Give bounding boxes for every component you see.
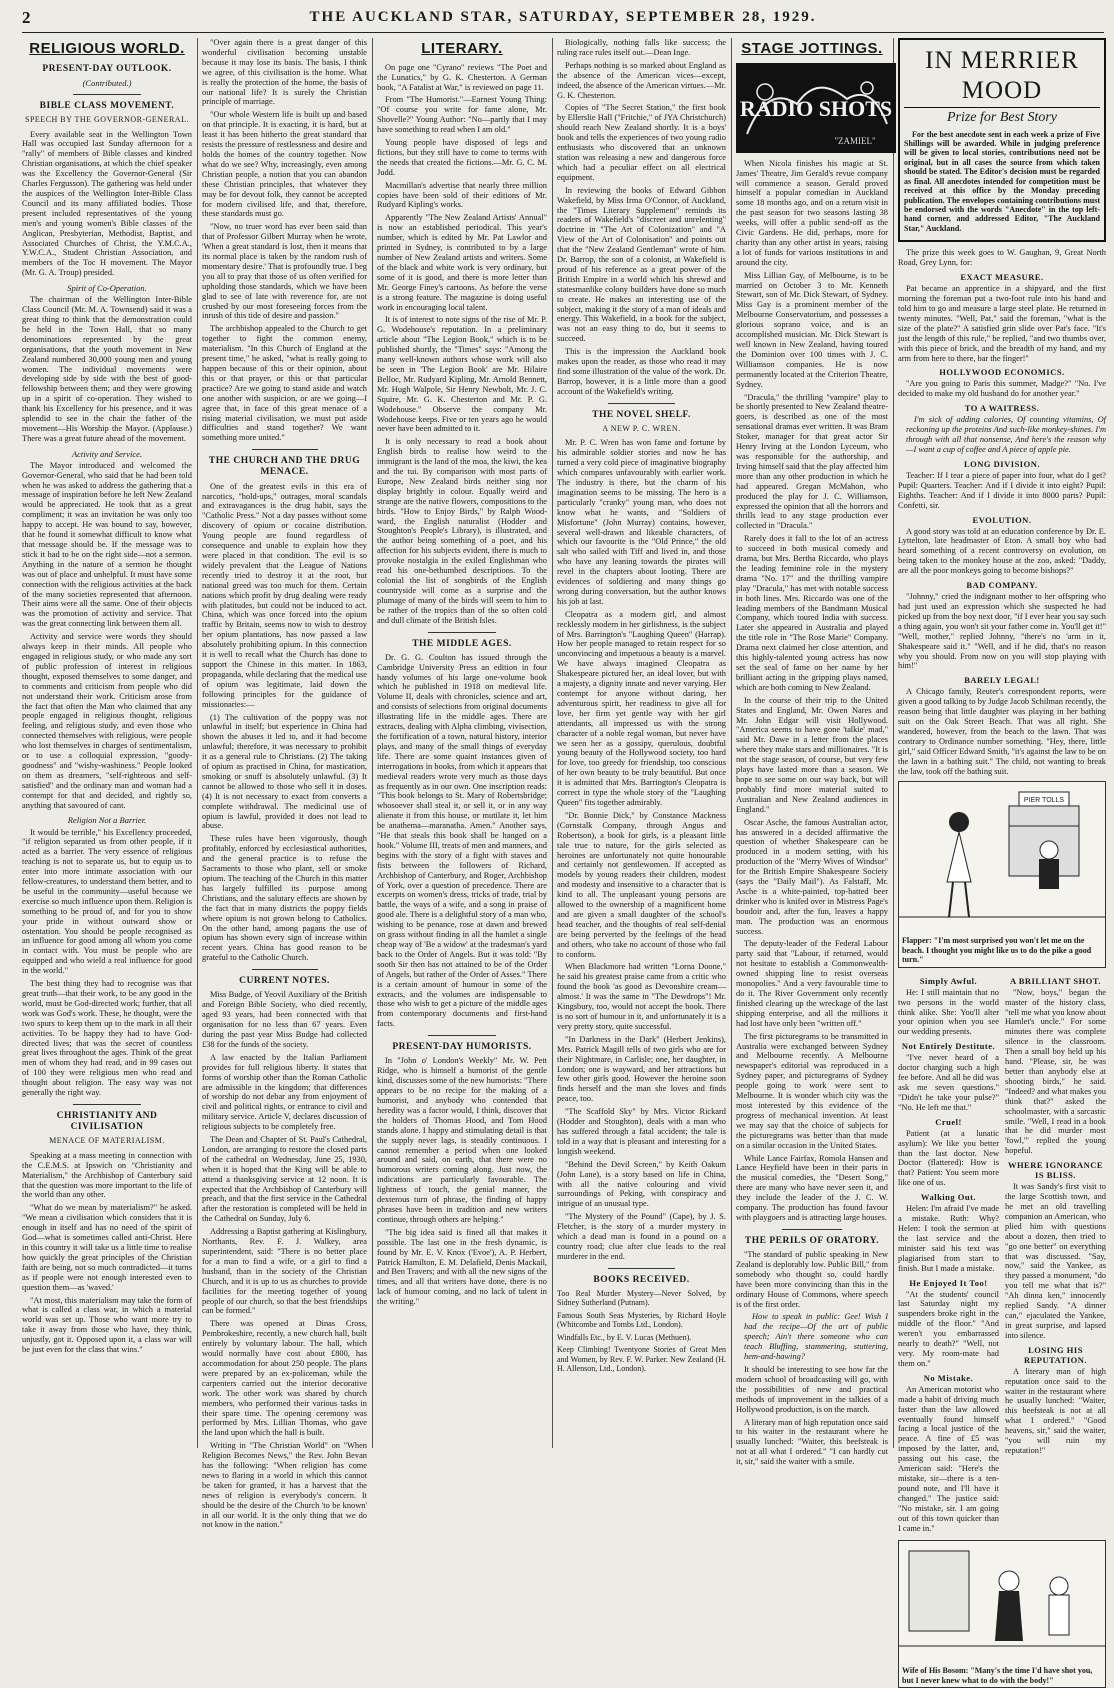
column-merrier-mood: [898, 38, 1106, 1685]
anecdote-heading: LONG DIVISION.: [964, 458, 1040, 469]
column-rule: [552, 38, 553, 1448]
anecdote-heading: WHERE IGNORANCE IS BLISS.: [1007, 1160, 1104, 1181]
logo-title: RADIO SHOTS: [739, 95, 893, 121]
article-heading: CHRISTIANITY AND CIVILISATION: [56, 1110, 158, 1133]
divider: [428, 632, 496, 633]
paragraph: Miss Lillian Gay, of Melbourne, is to be married on October 3 to Mr. Kenneth Stewart, son of Mr. Dick Stewart, of Sydney. Miss Gay is a prominent member of the Melbourne Conservatorium, and possesses a glorious soprano voice, and is an accomplished musician. Mr. Dick Stewart is well known in New Zealand, having toured the Dominion over 100 times with J. C. Williamson companies. He is now permanently located at the Criterion Theatre, Sydney.: [736, 270, 888, 389]
divider: [608, 403, 676, 404]
anecdote-heading: EVOLUTION.: [972, 514, 1032, 525]
paragraph: Macmillan's advertise that nearly three million copies have been sold of their editions of Mr. Rudyard Kipling's works.: [377, 180, 547, 210]
paragraph: The chairman of the Wellington Inter-Bible Class Council (Mr. M. A. Townsend) said it was a great thing to think that the demonstration could be held in the Town Hall, that so many denominations represented by the great organisations, that the youth movement in New Zealand numbered 30,000 young men and young women. The individual movements were developing side by side with the best of good-fellowship between them; and they were growing up in a spirit of co-operation. They wished to thank his Excellency for his presence, and it was splendid to see in the chair the father of the movement—His Worship the Mayor. (Applause.) There was a great future ahead of the movement.: [22, 295, 192, 443]
masthead: [22, 6, 1104, 33]
article-heading: CURRENT NOTES.: [239, 976, 330, 987]
paragraph: It is only necessary to read a book about English birds to realise how weird to the immigrant is the land of the moa, the kiwi, the kea and the tui. By comparison with most parts of Europe, New Zealand birds neither sing nor display brightly in colour. Equally weird and strange are the native flowers, compositions to the birds. "How to Enjoy Birds," by Ralph Wood-ward, the English naturalist (Hodder and Stoughton's People's Library), is illustrated, and the author being something of a poet, and his affection for his subjects evident, there is much to provoke nostalgia in the exiled Englishman who read his one-bethumbed descriptions. To the colonial the list of songbirds of the English countryside will come as a surprise and the plumage of many of the birds will seem to him to be rather of the tropics than of the so often cold and dull climate of the British Isles.: [377, 437, 547, 625]
anecdote: "Are you going to Paris this summer, Madge?" "No. I've decided to make my old husband do for another year.": [898, 379, 1106, 399]
paragraph: Mr. P. C. Wren has won fame and fortune by his admirable soldier stories and now he has turned a very cold piece of imaginative biography which compares unfavourably with earlier work. The industry is there, but the charm of his imagination seems to be missing. The hero is a particularly "cranky" young man, who does not know what he wants, and "Soldiers of Misfortune" (John Murray) contains, however, several well-drawn and likeable characters, of which our favourite is the "Old Prince," the old salt who sailed with Tiff and lived in, and those who have any leaning towards the pirates will revel in the chapters about looting. There are evidences of soldiering and many things go wrong during conversation, but the author knows his job at last.: [557, 438, 726, 606]
anecdote: A Chicago family, Reuter's correspondent reports, were given a good talking to by Judge Jacob Schilman recently, the reason being that little daughter was playing in her bathing suit on the Oak Street Beach. That was all right. She wandered, however, from the beach to the lawn. That was contrary to Ordinance number something. "Hey, there, little girl," said Officer Edward Smith, "it's against the law to be on the lawn in a bathing suit." The child, not wanting to break the law, took off the bathing suit.: [898, 687, 1106, 776]
anecdote: I'm sick of adding calories, Of counting vitamins, Of reckoning up the proteins And such-like monkey-shines. I'm through with all that nonsense, And here's the reason why—I want a cup of coffee and A piece of apple pie.: [906, 415, 1106, 454]
masthead-title: THE AUCKLAND STAR, SATURDAY, SEPTEMBER 28, 1929.: [309, 9, 817, 25]
paragraph: Oscar Asche, the famous Australian actor, has answered in a decided affirmative the question of whether Shakespeare can be produced in a modern setting, with his production of the "Merry Wives of Windsor" for the British Empire Shakespeare Society (says the "Daily Mail"). As Falstaff, Mr. Asche is a white-painted, top-hatted beer drinker who is knifed over in Mistress Page's boudoir and, after the fun, leaves a happy man. The production was an enormous success.: [736, 817, 888, 936]
anecdote: He: I still maintain that no two persons in the world think alike. She: You'll alter your opinion when you see our wedding presents.: [898, 987, 999, 1037]
section-heading: LITERARY.: [421, 40, 503, 57]
panel-subtitle: Prize for Best Story: [946, 110, 1058, 125]
paragraph: Rarely does it fall to the lot of an actress to succeed in both musical comedy and drama, but Mrs. Bertha Riccardo, who plays the leading feminine role in the mystery drama "No. 17" and the thrilling vampire play "Dracula," has met with notable success in both lines. Mrs. Riccardo was one of the leading members of the Bandmann Musical Company, which toured India with success. Later she appeared in Australia and played the title role in "The Rose Marie" Company. Drama next claimed her close attention, and this highly-talented young actress has now set the seal of fame on her name by her brilliant acting in the gripping plays named, which are both coming to New Zealand.: [736, 534, 888, 692]
divider: [73, 94, 141, 95]
crosshead: Activity and Service.: [71, 448, 143, 459]
book-entry: Windfalls Etc., by E. V. Lucas (Methuen).: [557, 1332, 692, 1342]
paragraph: "Behind the Devil Screen," by Keith Oakum (John Lane), is a story based on life in China, with all the native colouring and vivid surroundings of Peking, with conspiracy and intrigue of an unusual type.: [557, 1159, 726, 1209]
paragraph: A literary man of high reputation once said to his waiter in the restaurant where he usually lunched: "Waiter, this beefsteak is not at all what I ordered." "I can hardly cut it, sir," said the waiter with a smile.: [736, 1417, 888, 1467]
paragraph: "In Darkness in the Dark" (Herbert Jenkins), Mrs. Patrick Magill tells of two girls who are for their Nightmare, in Carlisle; one, her daughter, in London; one is wayward, and her attractions but few other girls good. However the heroine soon finds herself and the man she loves and finds peace, too.: [557, 1034, 726, 1104]
anecdote: "Johnny," cried the indignant mother to her offspring who had just used an expression which she suspected he had picked up from the boy next door, "if I ever hear you say such a thing again, you won't sit your father come in. You'll get it!" "Well, mother," replied Johnny, "there's no 'arm in it, Shakespeare said it." "Well, and if he did, that's no reason why you should. From now on you will stop playing with him!": [898, 592, 1106, 671]
divider: [252, 449, 318, 450]
paragraph: Miss Budge, of Yeovil Auxiliary of the British and Foreign Bible Society, who died recently, aged 93 years, had been connected with that organisation for no less than 67 years. Even during the past year Miss Budge had collected £38 for the funds of the society.: [202, 990, 367, 1049]
article-heading: BOOKS RECEIVED.: [593, 1274, 690, 1285]
paragraph: Writing in "The Christian World" on "When Religion Becomes News," the Rev. John Bevan has the following: "When religion has come news to flaring in a world in which this cannot be taken for granted, it has a harvest that the news of religion is everybody's concern. It should be the desire of the Church 'to be known' in all our world. It is the only thing that we do not know in the nation.": [202, 1441, 367, 1530]
paragraph: It is of interest to note signs of the rise of Mr. P. G. Wodehouse's reputation. In a preliminary article about "The Legion Book," which is to be published shortly, the "Times" says: "Among the many well-known authors whose work will also be seen in 'The Legion Book' are Mr. Hilaire Belloc, Mr. Rudyard Kipling, Mr. Arnold Bennett, Mr. Hugh Walpole, Sir Henry Newbolt, Mr. J. C. Squire, Mr. G. K. Chesterton and Mr. P. G. Wodehouse." Observe the company Mr. Wodehouse keeps. Five or ten years ago he would never have been admitted to it.: [377, 315, 547, 434]
paragraph: Every available seat in the Wellington Town Hall was occupied last Sunday afternoon for a "rally" of members of Bible classes and kindred Christian organisations, at which the chief speaker was the Excellency the Governor-General (Sir Charles Fergusson). The gathering was held under the auspices of the Wellington Inter-Bible Class Council and its many affiliated bodies. Those present included representatives of the young men's and young women's Bible classes of the Anglican, Presbyterian, Methodist, Baptist, and Associated Churches of Christ, the Y.M.C.A., Y.W.C.A., Student Christian Association, and members of the Toc H movement. The Mayor (Mr. G. A. Troup) presided.: [22, 129, 192, 278]
anecdote: "I've never heard of a doctor charging such a high fee before. And all he did was ask me seven questions." "Didn't he take your pulse?" "No. He left me that.": [898, 1053, 999, 1112]
anecdote-subcolumn: [898, 972, 999, 1537]
anecdote-heading: BAD COMPANY.: [966, 580, 1038, 591]
radio-shots-logo-art: [737, 64, 895, 152]
panel-rules: For the best anecdote sent in each week a prize of Five Shillings will be awarded. While in judging preference will be given to local stories, contributions need not be original, but in all cases the source from which taken should be stated. The Editor's decision must be regarded as final. All anecdotes intended for competition must be received at this office by the Monday preceding publication. The envelopes containing contributions must be endorsed with the words "Anecdote" in the top left-hand corner, and addressed Editor, "The Auckland Star," Auckland.: [904, 129, 1100, 233]
anecdote-heading: BARELY LEGAL!: [964, 675, 1040, 686]
anecdote: Patient (at a lunatic asylum): We like you better than the last doctor. New Doctor (flattered): How is that? Patient: You seem more like one of us.: [898, 1128, 999, 1188]
article-subheading: A NEW P. C. WREN.: [602, 423, 681, 433]
cartoon-wife: [898, 1540, 1106, 1688]
anecdote-subcolumn: [1005, 972, 1106, 1537]
section-heading: STAGE JOTTINGS.: [741, 40, 883, 57]
paragraph: A law enacted by the Italian Parliament provides for full religious liberty. It states that forms of worship other than the Roman Catholic are admissible in the kingdom; that differences of worship do not debar any from enjoyment of civil and political rights, or entrance to civil and military service. Article V, declares discussion of religious subjects to be completely free.: [202, 1052, 367, 1132]
paragraph: Biologically, nothing falls like success; the ruling race rules itself out.—Dean Inge.: [557, 38, 726, 57]
paragraph: On page one "Cyrano" reviews "The Poet and the Lunatics," by G. K. Chesterton. A German book, "A Fatalist at War," is reviewed on page 11.: [377, 62, 547, 92]
paragraph: "Our whole Western life is built up and based on that principle. It is exacting, it is hard, but at least it has been hitherto the great standard that resists the pressure of restlessness and desire and holds the homes of the country together. Now what do we see? Why, increasingly, even among Christian people, a notion that you can abandon these Christian principles, that whatever they may be for devout folk, they cannot be accepted for modern civilised life, and that, therefore, these standards must go.: [202, 110, 367, 219]
paragraph: The first picturegrams to be transmitted in Australia were exchanged between Sydney and Melbourne recently. A Melbourne newspaper's editorial was reproduced in a Sydney paper, and picturegrams of Sydney people going to work were sent to Melbourne. It is wonder which city was the most interested by this evidence of the progress of mechanical invention. At least we may say that the choice of subjects for the picturegrams was better than that made on a similar occasion in the United States.: [736, 1031, 888, 1150]
paragraph: "The big idea said is fined all that makes it possible. The last one in the fresh dynamic, is found by Mr. E. V. Knox ('Evoe'), A. P. Herbert, Patrick Hamilton, E. M. Delafield, Denis Mackail, and Ben Travers; and with all the new signs of the times, and all that writers have done, there is no lack of humour coming, and no lack of talent in the writing.": [377, 1227, 547, 1307]
beach-cartoon-illustration: [899, 782, 1105, 932]
column-literary: [377, 38, 547, 1448]
column-literary-continued: [557, 38, 726, 1448]
paragraph: It would be terrible," his Excellency proceeded, "if religion separated us from other people, if it acted as a barrier. The very essence of religious teaching is not to separate us, but to equip us to enter into more intimate association with our fellow-creatures, to understand them better, and to be useful in the community—useful because we exercise so much influence upon them. Religion is something to be proud of, and for you to show your pride in without outward show or ostentation. You should be people recognised as an influence for good among all whom you come in contact with. You must be people who are equipped and who wield a real influence for good in the world.": [22, 827, 192, 976]
crosshead: Religion Not a Barrier.: [67, 815, 147, 826]
paragraph: (1) The cultivation of the poppy was not unlawful in itself; but experience in China had shown the abuses it led to, and it had become unlawful; therefore, it was necessary to prohibit it as a general rule to Christians. (2) The taking of opium as practised in China, for mastication, smoking or snuff is absolutely unlawful. (3) It cannot be allowed to those who sell it in doses. (4) It is not necessary to exact from converts a complete withdrawal. The medicinal use of opium is lawful, provided it does not lead to abuse.: [202, 712, 367, 831]
paragraph: "The Mystery of the Pound" (Cape), by J. S. Fletcher, is the story of a murder mystery in which a dead man is found in a pound on a country road; clue after clue leads to the real murderer in the end.: [557, 1212, 726, 1261]
paragraph: In the course of their trip to the United States and England, Mr. Owen Nares and Mr. John Edgar will visit Hollywood. "America seems to have gone 'talkie' mad," said Mr. Dawe in a letter from the places where they make stars and millionaires. "It is not the stage season, of course, but very few plays have lasted more than a season. We hope to see some on our way back, but will probably find more material suited to Australian and New Zealand audiences in England.": [736, 695, 888, 814]
paragraph: "The standard of public speaking in New Zealand is deplorably low. Public Bill," from somebody who thought so, could hardly have been more convincing than this in the ordinary House of Commons, where speech is of the first order.: [736, 1250, 888, 1309]
paragraph: One of the greatest evils in this era of narcotics, "hold-ups," outrages, moral scandals and extravagances is the drug habit, says the "Catholic Press." Not a day passes without some discovery of opium or cocaine distribution. Young people are found regardless of consequence and unable to explain how they were placed in that condition. The evil is so widely prevalent that the League of Nations recently tried to destroy it at the root, but national greed was too much for them. Certain nations which profit by drug dealing were ready with platitudes, but could not be induced to act. China, which was once forced into the opium traffic by Britain, seems now to wish to destroy her opium plantations, has now passed a law absolutely prohibiting opium. In this connection it is well to recall what the Church has done to support the Chinese in this matter. In 1863, propaganda, while declaring that the medical use of opium was legitimate, laid down the following principles for the guidance of missionaries:—: [202, 481, 367, 709]
panel-title: IN MERRIER MOOD: [904, 46, 1100, 108]
anecdote-heading: No Mistake.: [923, 1372, 974, 1383]
cartoon-caption: Wife of His Bosom: "Many's the time I'd have shot you, but I never knew what to do with the body!": [902, 1666, 1093, 1685]
article-heading: THE PERILS OF ORATORY.: [744, 1235, 880, 1246]
anecdote: Helen: I'm afraid I've made a mistake. Ruth: Why? Helen: I took the sermon at the last service and the minister said his text was plagiarised from start to finish. But I made a mistake.: [898, 1204, 999, 1273]
paragraph: "Dr. Bonnie Dick," by Constance Mackness (Cornstalk Company, through Angus and Robertson), a book for girls, is a pleasant little tale true to nature, for the girls selected as heroines are unfortunately not quite honourable and certainly not gentlewomen. If accepted as models by young readers their children, modest and modesty and insensitive to a character that is kind to all. The unpleasant young persons are allowed to the ownership of a magnificent home and are given a small daughter of the school's head teacher, and the thoughts of real self-denial are being perverted by the feelings of the head and others, who take no account of those who fail to conform.: [557, 810, 726, 959]
column-stage-jottings: [736, 38, 893, 1467]
paragraph: While Lance Fairfax, Romola Hansen and Lance Heyfield have been in their parts in the musical comedies, the "Desert Song," there are many who have never seen it, and they include the leader of the J. C. W. company. The production has found favour with playgoers and is attracting large houses.: [736, 1153, 888, 1222]
anecdote-heading: Simply Awful.: [919, 975, 978, 986]
column-rule: [893, 38, 894, 1448]
article-subheading: SPEECH BY THE GOVERNOR-GENERAL.: [25, 115, 189, 125]
column-religious-world: [22, 38, 192, 1448]
cartoon-caption: Flapper: "I'm most surprised you won't let me on the beach. I thought you might like us to do the pike a good turn.": [902, 936, 1092, 965]
paragraph: Addressing a Baptist gathering at Kislingbury, Northants, Rev. F. J. Walkey, area superintendent, said: "There is no better place for a man to find a wife, or a girl to find a husband, than in the society of the Christian Church, and it is up to us as churches to provide facilities for the meeting together of young people of our church, so that the best friendships can be formed.": [202, 1227, 367, 1316]
paragraph: "Now, no truer word has ever been said than that of Professor Gilbert Murray when he wrote, 'When a great standard is lost, then it means that its normal place is taken by the random rush of momentary desire.' That is profoundly true. I beg you all to pray that those of us often verified for upholding those standards, which we have been glad to see of late with reverence for, are not crushed by our most foreseeing forces from the inrush of this tide of desire and passion.": [202, 222, 367, 321]
logo-signature: "ZAMIEL": [834, 135, 876, 146]
anecdote: Teacher: If I tear a piece of paper into four, what do I get? Pupil: Quarters. Teacher: And if I divide it into eight? Pupil: Eighths. Teacher: And if I divide it into 8000 parts? Pupil: Confetti, sir.: [898, 470, 1106, 510]
divider: [73, 1104, 141, 1105]
anecdote-heading: Cruel!: [935, 1116, 962, 1127]
section-heading: RELIGIOUS WORLD.: [29, 40, 185, 57]
paragraph: Young people have disposed of legs and fictions, but they still have to come to terms with the needs that created the fictions.—Mr. G. C. M. Judd.: [377, 138, 547, 177]
book-entry: Keep Climbing! Twentyone Stories of Great Men and Women, by Rev. F. W. Parker. New Zealand (H. H. Allenson, Ltd., London).: [557, 1345, 726, 1374]
anecdote: A literary man of high reputation once said to the waiter in the restaurant where he usually lunched: "Waiter, this beefsteak is not at all what I ordered." "Good heavens, sir," said the waiter, "you will ruin my reputation!": [1005, 1366, 1106, 1455]
paragraph: The deputy-leader of the Federal Labour party said that "Labour, if returned, would not hesitate to establish a Commonwealth-owned shipping line to resist overseas monopolies." And a very favourable time to do it. The River Government only recently finished clearing up the wreckage of the last shipping enterprise, and all the millions it had lost have only been "written off.": [736, 939, 888, 1028]
anecdote-heading: LOSING HIS REPUTATION.: [1023, 1344, 1088, 1365]
paragraph: Dr. G. G. Coulton has issued through the Cambridge University Press an edition in four handy volumes of his large one-volume book which he published in 1918 on medieval life. Volume II, deals with chronicles, science and art, and consists of selections from original documents illustrating life in the middle ages. There are extracts, dealing with Alpha climbing, vivisection, the fortification of a town, natural history, interior plays, and many of the small things of everyday life. There are some quaint instances given of interrogations in books, from which it appears that medieval readers wrote very much as those days as frequently as in our own. One inscription reads: "This book belongs to St. Mary of Robertsbridge; whosoever shall steal it, or sell it, or in any way alienate it from this house, or mutilate it, let him be anathema—maranatha. Amen." Another says, "He that steals this book shall be hanged on a hook." Volume III, treats of men and manners, and begins with the story of a fight with staves and fists between the followers of Richard, Archbishop of Canterbury, and Roger, Archbishop of York, over a question of precedence. There are excerpts on women's dress, tricks of trade, trial by battle, the ways of a wife, and a song in praise of good ale. There is a delightful story of a man who, wishing to be penance, rose at dawn and brewed on grass without finding in all the hamlet a single cheap way of 'Be a widow' at the tradesman's yard back to the Order of Angels. But it was told: "By sooth Sir then has not attained to be of the Order of Angels, but rather of the Order of Asses." There is a certain amount of humour in some of the extracts, and the volumes are indispensable to those who wish to get a picture of the middle ages from contemporary documents and first-hand facts.: [377, 652, 547, 1029]
paragraph: The archbishop appealed to the Church to get together to fight the common enemy, materialism. "In this Church of England at the present time," he asked, "what is really going to happen because of this or their opinion, about this or that prayer, or this or that particular practice? Are we going to stand aside and watch one another with suspicion, or are we going—I agree that, in face of this great menace of a rising material civilisation, we must put aside difficulties and stand together? We want something more united.": [202, 324, 367, 443]
paragraph: There was opened at Dinas Cross, Pembrokeshire, recently, a new church hall, built entirely by voluntary labour. The hall, which would normally have cost about £800, has accommodation for about 250 people. The plans were prepared by an ex-policeman, while the carpenters carried out the interior decorative work. The other work was shared by church members, who performed their various tasks in their spare time. The opening ceremony was performed by Mrs. Lillian Thomas, who gave the land upon which the hall is built.: [202, 1319, 367, 1438]
paragraph: "The Scaffold Sky" by Mrs. Victor Rickard (Hodder and Stoughton), deals with a man who has suffered through a fatal accident; the tale is told in a way that is pleasant and interesting for a longish weekend.: [557, 1107, 726, 1156]
paragraph: Apparently "The New Zealand Artists' Annual" is now an established periodical. This year's number, which is edited by Mr. Pat Lawlor and printed in Sydney, is contributed to by a large number of New Zealand artists and writers. Some of the black and white work is very ordinary, but some of it is good, and there is more letter than Mr. George Finey's cartoons. As before the verse is a strong feature. The magazine is doing useful work in encouraging local talent.: [377, 213, 547, 312]
anecdote-columns: [898, 972, 1106, 1537]
winner-line: The prize this week goes to W. Gaughan, 9, Great North Road, Grey Lynn, for:: [898, 248, 1106, 268]
anecdote-heading: HOLLYWOOD ECONOMICS.: [939, 367, 1065, 378]
anecdote: "Now, boys," began the master of the history class, "tell me what you know about Hamlet's uncle." For some minutes there was complete silence in the classroom. Then a small boy held up his hand. "Please, sir, he was better than anybody else at shooting birds," he said. "Indeed? and what makes you think that?" asked the schoolmaster, with a sarcastic smile. "Well, I read in a book that he did murder most 'fowl,'" replied the young hopeful.: [1005, 987, 1106, 1156]
paragraph: It should be interesting to see how far the modern school of broadcasting will go, with the possibilities of new and practical methods of improvement in the talkies of a Hollywood production, is on the march.: [736, 1365, 888, 1414]
poem: How to speak in public: Gee! Wish I had the recipe—Of the art of public speech; Ain't there someone who can teach Bluffing, stammering, stuttering, hem-and-hawing?: [744, 1312, 888, 1362]
paragraph: Cleopatra as a modern girl, and almost recklessly modern in her girlishness, is the subject of Mrs. Barrington's "Laughing Queen" (Harrap). How her people managed to retain respect for so unconvincing and impetuous a beauty is a marvel. We have always imagined Cleopatra as Shakespeare pictured her, an ideal lover, but with a majesty, a dignity innate and never varying. Her contempt for anyone without daring, her adventurous spirit, her readiness to give all for love, her firm yet gentle way with her girl attendants, all impressed us with the strong character of a noble regal woman, but never have we seen her as a gossipy, querulous, doubtful young beauty of the Hollywood society, too hard for love, too greedy for friendship, too conscious of her own beauty to be truly beautiful. But once it is admitted that Mrs. Barrington's Cleopatra is correct in type the whole story of the "Laughing Queen" fits together admirably.: [557, 609, 726, 807]
book-entry: Famous South Seas Mysteries, by Richard Hoyle (Whitcombe and Tombs Ltd., London).: [557, 1310, 726, 1330]
anecdote-heading: He Enjoyed It Too!: [909, 1277, 988, 1288]
merrier-mood-panel: [898, 38, 1106, 242]
anecdote: It was Sandy's first visit to the large Scottish town, and he met an old travelling companion an American, who plied him with questions about a dozen, then tried to "go one better" on everything that was discussed. "Say, now," said the Yankee, as they passed a monument, "do you tell me what that is?" "Ah dinna ken," innocently replied Sandy. "A dinner can," ejaculated the Yankee, in great surprise, and lapsed into silence.: [1005, 1182, 1106, 1340]
books-received: [557, 1275, 726, 1374]
anecdote: A good story was told at an education conference by Dr. E. Lyttelton, late headmaster of Eton. A small boy who had heard something of a recent controversy on evolution, on being taken to the monkey house at the zoo, asked: "Daddy, are all the poor monkeys going to become bishops?": [898, 526, 1106, 576]
article-heading: THE MIDDLE AGES.: [412, 638, 512, 649]
divider: [428, 1035, 496, 1036]
article-heading: THE CHURCH AND THE DRUG MENACE.: [208, 456, 361, 478]
paragraph: Activity and service were words they should always keep in their minds. All people who engaged in religious study, or who made any sort of public profession of interest in religious thought, exposed themselves to some danger, and to comments and criticism from people who did not understand their work. Criticism arose from the fact that often the Man who claimed that any people engaged in religious thought, religious feeling, and religious study, and even those who connected themselves with religious, were people who lost themselves in charges of sentimentalism, or to use a colloquial expression, "goody-goodness" and "wishy-washiness." People looked on them as dreamers, "self-righteous and self-satisfied" and the ordinary man and woman had a contempt for that and decided, and rightly so, anything that savoured of cant.: [22, 632, 192, 810]
paragraph: Copies of "The Secret Station," the first book by Ellerslie Hall ("Fritchie," of JYA Christchurch) should reach New Zealand shortly. It is a boys' book and tells the experiences of two young radio enthusiasts who discovered that an unknown station was releasing a new and dangerous force which had a peculiar effect on all electrical equipment.: [557, 103, 726, 182]
paragraph: "Dracula," the thrilling "vampire" play to be shortly presented to New Zealand theatre-goers, is described as one of the most sensational dramas ever written. It was Bram Stoker, manager for that great actor Sir Henry Irving at the London Lyceum, who was responsible for the authorship, and Irving himself said that the play affected him more than any other production in which he had appeared. Gregan McMahon, who produced the play for J. C. Williamson, expressed the opinion that all the horrors and thrills lead to any stage production ever collected in "Dracula.": [736, 392, 888, 531]
paragraph: These rules have been vigorously, though profitably, enforced by ecclesiastical authorities, and the general practice is to refuse the Sacraments to those who plant, sell or smoke opium. The teaching of the Church in this matter has largely fulfilled its purpose among Christians, and the salutary effects are shown by the fact that in many districts the poppy fields where opium is not grown belong to Catholics. On the other hand, among pagans the use of opium has shown every sign of increase within recent years. China has good reason to be grateful to the Catholic Church.: [202, 834, 367, 963]
paragraph: In "John o' London's Weekly" Mr. W. Pett Ridge, who is himself a humorist of the gentle kind, discusses some of the new humorists: "There appears to be no recipe for the making of a humorist, and anybody who contended that heredity was a factor would, I think, discover that the holders of Thomas Hood, and Tom Hood stands alone. I happy and stimulating detail is that the supply never lags, is steadily continuous. I cannot remember a period when one looked around and said, on earth, that there were no humorous writers coming along. Just now, the indications are particularly favourable. The lightness of touch, the genial manner, the dexterous turn of phrase, the finding of happy phrases have been in tradition and new writers continue, through others are helping.": [377, 1056, 547, 1224]
paragraph: Speaking at a mass meeting in connection with the C.E.M.S. at Ipswich on "Christianity and Materialism," the Archbishop of Canterbury said that the question was more important to the life of the world than any other.: [22, 1150, 192, 1200]
wife-cartoon-illustration: [899, 1541, 1105, 1661]
cartoon-sign-text: PIER TOLLS: [1023, 796, 1065, 804]
anecdote-heading: A BRILLIANT SHOT.: [1009, 975, 1102, 986]
paragraph: In reviewing the books of Edward Gibbon Wakefield, by Miss Irma O'Connor, of Auckland, the "Times Literary Supplement" reminds its readers of Wakefield's "discreet and unrelenting" doctrine in "The Art of Colonization" and "A View of the Art of Colonisation" and points out that the "New Zealand Gentleman" wrote of him. Dr. Barrop, the son of a colonist, at Wakefield is proud of his reference as a great power of the British Empire in a world which his shrewd and statesmanlike colony builders have done so much to create. He makes an interesting use of the subject, making it the story of a man of ideals and energy. This Wakefield, in a book for the subject, was not an easy thing to do, but it seems to succeed.: [557, 185, 726, 344]
byline: (Contributed.): [82, 77, 132, 88]
paragraph: "At most, this materialism may take the form of what is called a class war, in which a material world was set up. Those who want more try to take it away from those who have, they think, unjustly, got it. Opposed upon it, a class war will be just even for the class that wins.": [22, 1295, 192, 1355]
article-heading: PRESENT-DAY HUMORISTS.: [392, 1042, 532, 1053]
column-rule: [372, 38, 373, 1448]
crosshead: Spirit of Co-Operation.: [67, 283, 147, 294]
paragraph: When Blackmore had written "Lorna Doone," he said his greatest praise came from a critic who found the book 'as good as Devonshire cream—almost.' It was the same in "The Dewdrops"! Mr. Kingsbury, too, would not accept the book. There is no sort of humour in it, and unfortunately it is a very pretty story, quite successful.: [557, 962, 726, 1031]
article-subheading: MENACE OF MATERIALISM.: [49, 1136, 165, 1146]
paragraph: "Over again there is a great danger of this wonderful civilisation becoming unstable because it may lose its basis. The basis, I think we agree, of this civilisation is the home. What is really the protection of the home, the basis of our national life? It is surely the Christian principle of marriage.: [202, 38, 367, 107]
page-number: 2: [22, 8, 31, 27]
paragraph: The Mayor introduced and welcomed the Governor-General, who said that he had been told when he was asked to address the gathering that a message of inspiration before he left New Zealand would be appreciated. He took that as a great compliment; it was an invitation he was only too happy to accept. He was bound to say, however, that he found it somewhat difficult to know what that message should be. If the message was to stick it had to be on the right side—not a sermon. Anything in the nature of a sermon he thought was out of place and unhelpful. It must have some connection with the religious activities at the back of the many societies represented that afternoon. Their aims were all the same. One of their objects was the promotion of activity and service. That was the great connecting link between them all.: [22, 460, 192, 629]
anecdote-heading: Not Entirely Destitute.: [901, 1041, 996, 1052]
column-rule: [197, 38, 198, 1448]
divider: [782, 1229, 843, 1230]
article-heading: BIBLE CLASS MOVEMENT.: [39, 100, 175, 111]
anecdote: An American motorist who made a habit of driving much faster than the law allowed eventually found himself facing a local justice of the peace. A fine of £5 was imposed by the latter, and, passing out his case, the American said: "Here's the mistake, sir—there is a ten-pound note, and I'll have it changed." The justice said: "No mistake, sir. I am going out of this town quicker than I came in.": [898, 1384, 999, 1533]
divider: [608, 1268, 676, 1269]
column-rule: [731, 38, 732, 1448]
anecdote-heading: TO A WAITRESS.: [964, 403, 1040, 414]
book-entry: Too Real Murder Mystery—Never Solved, by Sidney Sutherland (Putnam).: [557, 1288, 726, 1308]
anecdote: "At the students' council last Saturday night my suspenders broke right in the middle of the floor." "And weren't you embarrassed nearly to death?" "Well, not very. My room-mate had them on.": [898, 1289, 999, 1368]
article-title: PRESENT-DAY OUTLOOK.: [42, 63, 172, 74]
paragraph: This is the impression the Auckland book makes upon the reader, as those who read it may find some illustration of the value of the work. Dr. Barrop, however, it is a little more than a good account of the Wakefield's writing.: [557, 347, 726, 396]
paragraph: The Dean and Chapter of St. Paul's Cathedral, London, are arranging to restore the closed parts of the cathedral on Wednesday, June 25, 1930, when it is hoped that the King will be able to attend a thanksgiving service at 12 noon. It is expected that the Archbishop of Canterbury will preach, and that the first service in the Cathedral after the restoration is completed will be held in the Cathedral on Sunday, July 6.: [202, 1135, 367, 1224]
article-heading: THE NOVEL SHELF.: [592, 409, 691, 420]
column-religion-continued: [202, 38, 367, 1530]
cartoon-beach: [898, 781, 1106, 968]
divider: [252, 969, 318, 970]
anecdote-heading: Walking Out.: [920, 1192, 977, 1203]
paragraph: The best thing they had to recognise was that great truth—that their work, to be any good in the world, must be God-directed work; further, that all work was God's work. These, he thought, were the two spurs to keep them up to the mark in all their activities. To be happy they had to have God-directed lives; that was the secret of countless great lives throughout the ages. Think of the great men of whom they had read, and in 99 cases out of 100 they were religious men who read and thought about religion. The easy way was not generally the right way.: [22, 979, 192, 1098]
paragraph: Perhaps nothing is so marked about England as the absence of the American vices—except, indeed, the absence of the American virtues.—Mr. G. K. Chesterton.: [557, 60, 726, 100]
anecdote: Pat became an apprentice in a shipyard, and the first morning the foreman put a two-foot rule into his hand and told him to go and measure a large steel plate. He returned in twenty minutes. "Well, Pat," said the foreman, "what is the size of the plate?" A satisfied grin slide over Pat's face. "It's just the length of this rule," he replied, "and two thumbs over, with this piece of brick, and the breadth of my hand, and my arm from here to there, bar the finger!": [898, 284, 1106, 363]
paragraph: When Nicola finishes his magic at St. James' Theatre, Jim Gerald's revue company will commence a season. Gerald proved himself a popular comedian in Auckland some 18 months ago, and on a return visit in the past season for two seasons lasting 38 weeks, will offer a public send-off as the Civic Gardens. He did, perhaps, more for charity than any other artist in years, raising a lot of funds for various institutions in and around the city.: [736, 158, 888, 267]
anecdote-heading: EXACT MEASURE.: [960, 272, 1044, 283]
paragraph: From "The Humorist."—Earnest Young Thing: "Of course you write for fame alone, Mr. Shovelle?" Young Author: "No—partly that I may have something to read when I am old.": [377, 95, 547, 135]
paragraph: "What do we mean by materialism?" he asked. "We mean a civilisation which considers that it is enough in itself and has no need of the spirit of God—what is sometimes called anti-Christ. Here in this country it will take us a little time to realise how quickly the great principles of the Christian faith are being, not so much contradicted—it turns as if people were not enough interested even to question them—as 'waved.': [22, 1203, 192, 1292]
radio-shots-logo: [736, 63, 896, 153]
